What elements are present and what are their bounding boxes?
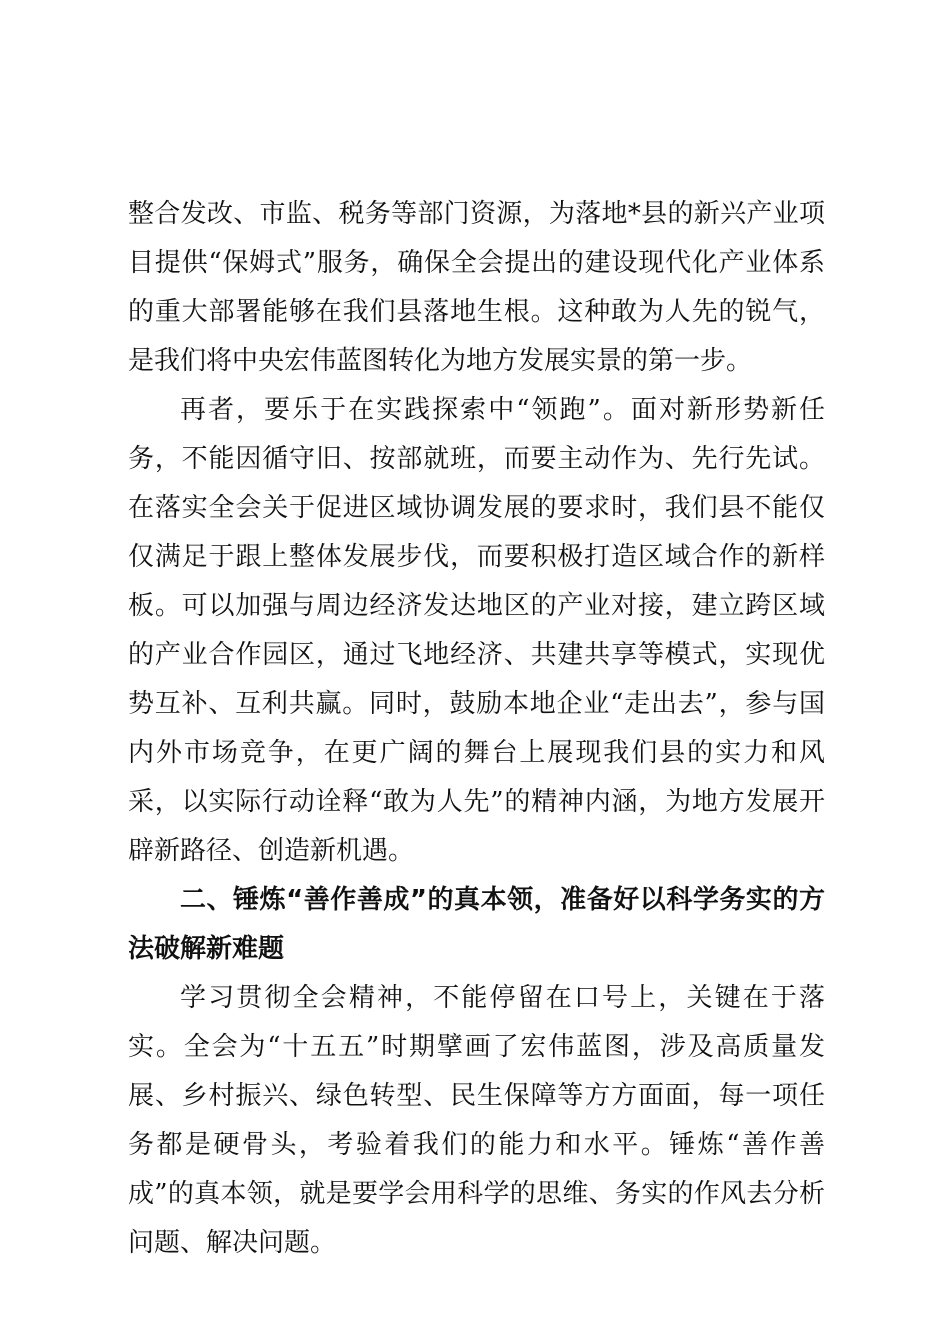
section-heading: 二、锤炼“善作善成”的真本领，准备好以科学务实的方法破解新难题 [128,885,825,964]
document-body [128,190,825,1268]
paragraph-leading-running: 再者，要乐于在实践探索中“领跑”。面对新形势新任务，不能因循守旧、按部就班，而要主动作为、先行先试。在落实全会关于促进区域协调发展的要求时，我们县不能仅仅满足于跟上整体发展步伐，而要积极打造区域合作的新样板。可以加强与周边经济发达地区的产业对接，建立跨区域的产业合作园区，通过飞地经济、共建共享等模式，实现优势互补、互利共赢。同时，鼓励本地企业“走出去”，参与国内外市场竞争，在更广阔的舞台上展现我们县的实力和风采，以实际行动诠释“敢为人先”的精神内涵，为地方发展开辟新路径、创造新机遇。 [128,395,825,866]
paragraph-continuation: 整合发改、市监、税务等部门资源，为落地*县的新兴产业项目提供“保姆式”服务，确保全会提出的建设现代化产业体系的重大部署能够在我们县落地生根。这种敢为人先的锐气，是我们将中央宏伟蓝图转化为地方发展实景的第一步。 [128,199,825,376]
paragraph-implementation: 学习贯彻全会精神，不能停留在口号上，关键在于落实。全会为“十五五”时期擘画了宏伟蓝图，涉及高质量发展、乡村振兴、绿色转型、民生保障等方方面面，每一项任务都是硬骨头，考验着我们的能力和水平。锤炼“善作善成”的真本领，就是要学会用科学的思维、务实的作风去分析问题、解决问题。 [128,983,825,1258]
